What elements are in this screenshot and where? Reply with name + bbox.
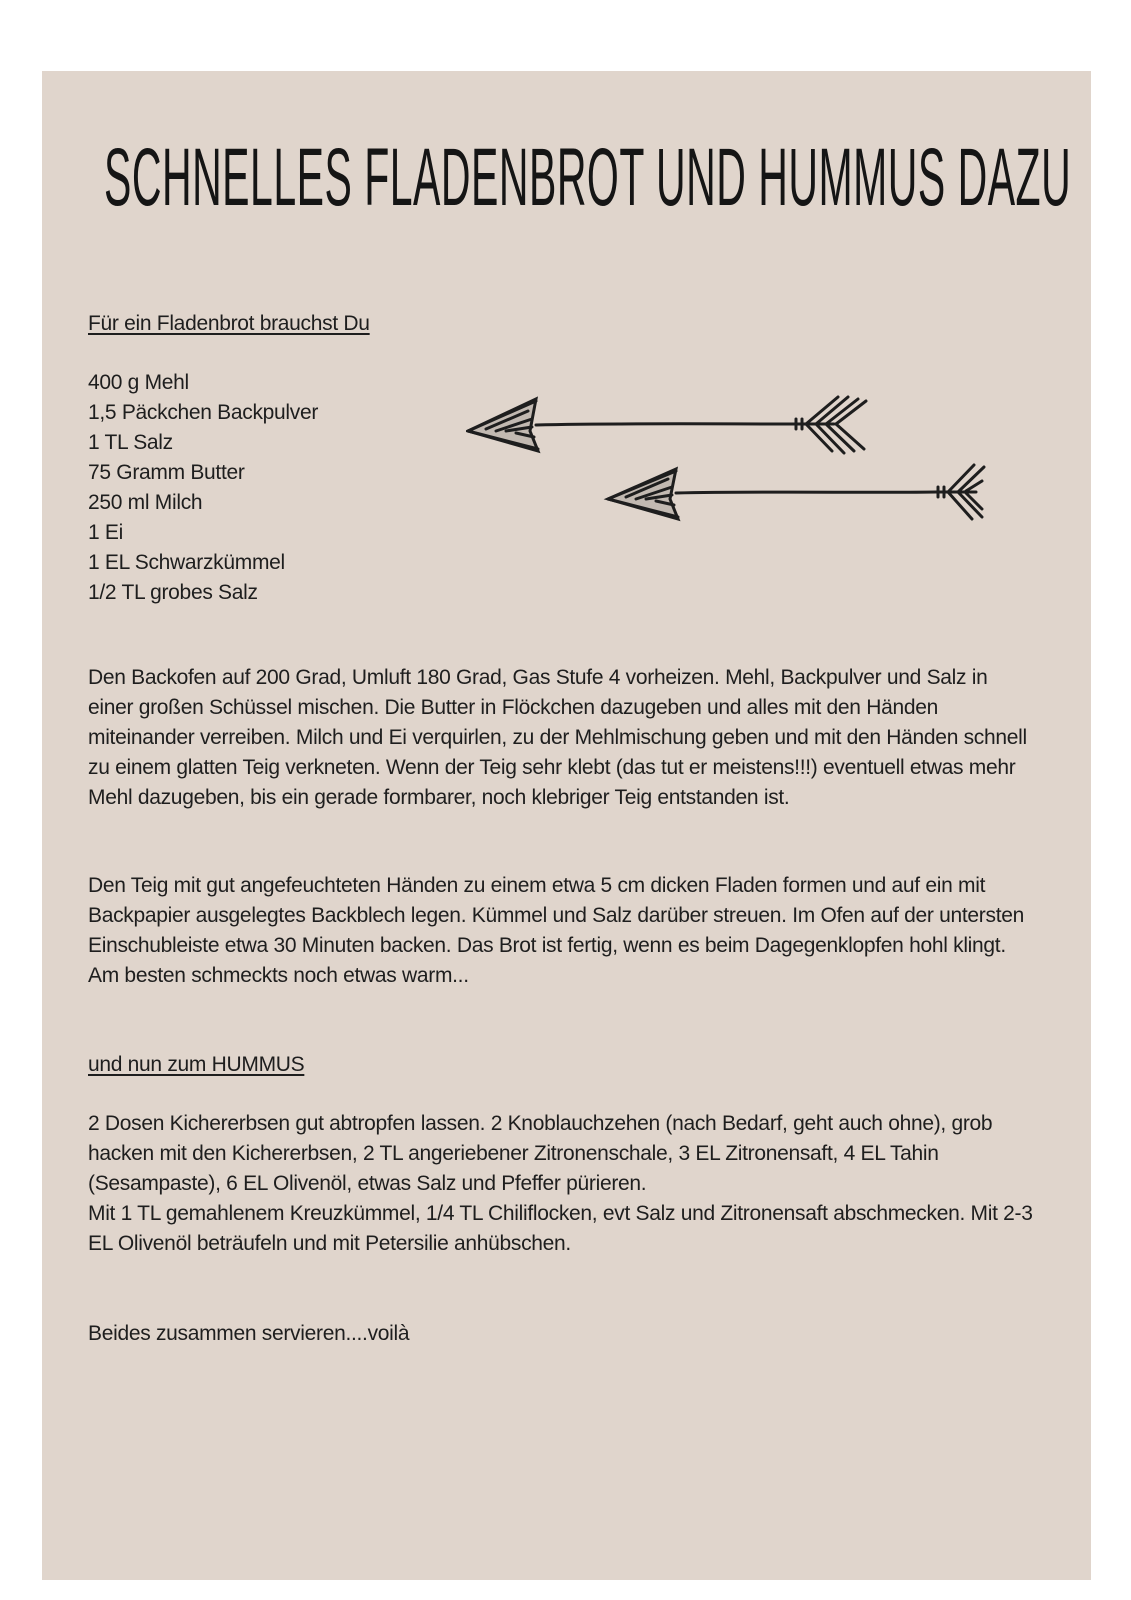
recipe-title: SCHNELLES FLADENBROT UND HUMMUS DAZU	[104, 132, 1072, 223]
hummus-heading: und nun zum HUMMUS	[88, 1053, 305, 1076]
ingredient-item: 250 ml Milch	[88, 491, 203, 514]
ingredient-item: 400 g Mehl	[88, 371, 189, 394]
ingredient-list	[88, 368, 318, 608]
ingredient-item: 1 TL Salz	[88, 431, 173, 454]
fladenbrot-instructions-1: Den Backofen auf 200 Grad, Umluft 180 Grad, Gas Stufe 4 vorheizen. Mehl, Backpulver und Salz in einer großen Schüssel mischen. Die Butter in Flöckchen dazugeben und alles mit den Händen miteinander verreiben. Milch und Ei verquirlen, zu der Mehlmischung geben und mit den Händen schnell zu einem glatten Teig verkneten. Wenn der Teig sehr klebt (das tut er meistens!!!) eventuell etwas mehr Mehl dazugeben, bis ein gerade formbarer, noch klebriger Teig entstanden ist.	[88, 666, 1027, 809]
hummus-instructions-1: 2 Dosen Kichererbsen gut abtropfen lassen. 2 Knoblauchzehen (nach Bedarf, geht auch ohne), grob hacken mit den Kichererbsen, 2 TL angeriebener Zitronenschale, 3 EL Zitronensaft, 4 EL Tahin (Sesampaste), 6 EL Olivenöl, etwas Salz und Pfeffer pürieren.	[88, 1112, 993, 1195]
ingredient-item: 1 EL Schwarzkümmel	[88, 551, 285, 574]
fladenbrot-instructions-2: Den Teig mit gut angefeuchteten Händen zu einem etwa 5 cm dicken Fladen formen und auf ein mit Backpapier ausgelegtes Backblech legen. Kümmel und Salz darüber streuen. Im Ofen auf der untersten Einschubleiste etwa 30 Minuten backen. Das Brot ist fertig, wenn es beim Dagegenklopfen hohl klingt. Am besten schmeckts noch etwas warm...	[88, 874, 1024, 987]
ingredient-item: 75 Gramm Butter	[88, 461, 245, 484]
ingredients-heading: Für ein Fladenbrot brauchst Du	[88, 312, 370, 335]
ingredient-item: 1,5 Päckchen Backpulver	[88, 401, 319, 424]
ingredient-item: 1 Ei	[88, 521, 123, 544]
arrows-icon	[466, 391, 986, 531]
ingredient-item: 1/2 TL grobes Salz	[88, 581, 258, 604]
recipe-card	[42, 71, 1091, 1580]
hummus-instructions-2: Mit 1 TL gemahlenem Kreuzkümmel, 1/4 TL Chiliflocken, evt Salz und Zitronensaft abschmecken. Mit 2-3 EL Olivenöl beträufeln und mit Petersilie anhübschen.	[88, 1202, 1033, 1255]
closing-line: Beides zusammen servieren....voilà	[88, 1322, 410, 1345]
